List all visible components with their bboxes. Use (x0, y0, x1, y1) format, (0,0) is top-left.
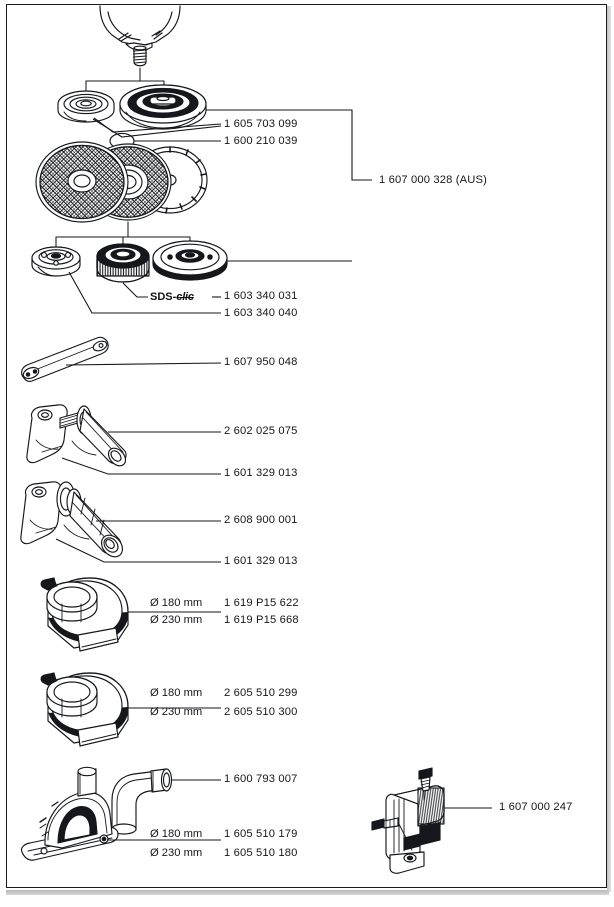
art-clamping-nut (153, 241, 227, 280)
art-spanner-wrench (22, 337, 109, 381)
art-discs (36, 142, 207, 222)
label-1601329013-b: 1 601 329 013 (224, 555, 298, 567)
label-1605703099: 1 605 703 099 (224, 118, 298, 130)
leader-1607950048 (66, 363, 221, 365)
art-support-flange (120, 85, 206, 129)
label-1619P15668: 1 619 P15 668 (224, 614, 299, 626)
art-sds-clic-nut (97, 244, 149, 282)
label-1607950048: 1 607 950 048 (224, 356, 298, 368)
art-backing-flange (58, 91, 114, 122)
art-handle-straight (27, 405, 129, 469)
sds-prefix: SDS- (150, 291, 177, 303)
label-1600210039: 1 600 210 039 (224, 135, 298, 147)
sds-clic-word: clic (176, 291, 194, 303)
dim-180-guard-plain: Ø 180 mm (150, 597, 203, 609)
label-2605510299: 2 605 510 299 (224, 687, 298, 699)
label-2608900001: 2 608 900 001 (224, 514, 298, 526)
art-extraction-hood (21, 767, 118, 860)
dim-180-hood: Ø 180 mm (150, 828, 203, 840)
art-guard-cutting (41, 673, 128, 746)
label-1601329013-a: 1 601 329 013 (224, 467, 298, 479)
label-1605510180: 1 605 510 180 (224, 847, 298, 859)
leader-1601329013-a (62, 458, 221, 474)
label-2602025075: 2 602 025 075 (224, 425, 298, 437)
leader-sds-clic (123, 283, 148, 297)
dim-180-guard-cutting: Ø 180 mm (150, 687, 203, 699)
label-1619P15622: 1 619 P15 622 (224, 597, 299, 609)
label-1605510179: 1 605 510 179 (224, 828, 298, 840)
label-1603340040: 1 603 340 040 (224, 307, 298, 319)
art-grinding-disc (36, 142, 128, 222)
art-inner-flange (32, 247, 80, 276)
label-1607000328-aus: 1 607 000 328 (AUS) (379, 174, 487, 186)
label-1603340031: 1 603 340 031 (224, 290, 298, 302)
dim-230-guard-cutting: Ø 230 mm (150, 706, 203, 718)
dim-230-guard-plain: Ø 230 mm (150, 614, 203, 626)
art-guard-plain (41, 578, 128, 651)
dim-230-hood: Ø 230 mm (150, 847, 203, 859)
label-sds-clic (150, 292, 194, 303)
label-1607000247: 1 607 000 247 (499, 801, 573, 813)
art-guard-clamp (372, 768, 444, 873)
art-spindle-head (100, 6, 180, 66)
leader-1601329013-b (56, 539, 221, 562)
label-2605510300: 2 605 510 300 (224, 706, 298, 718)
art-extraction-elbow (112, 769, 172, 834)
label-1600793007: 1 600 793 007 (224, 773, 298, 785)
